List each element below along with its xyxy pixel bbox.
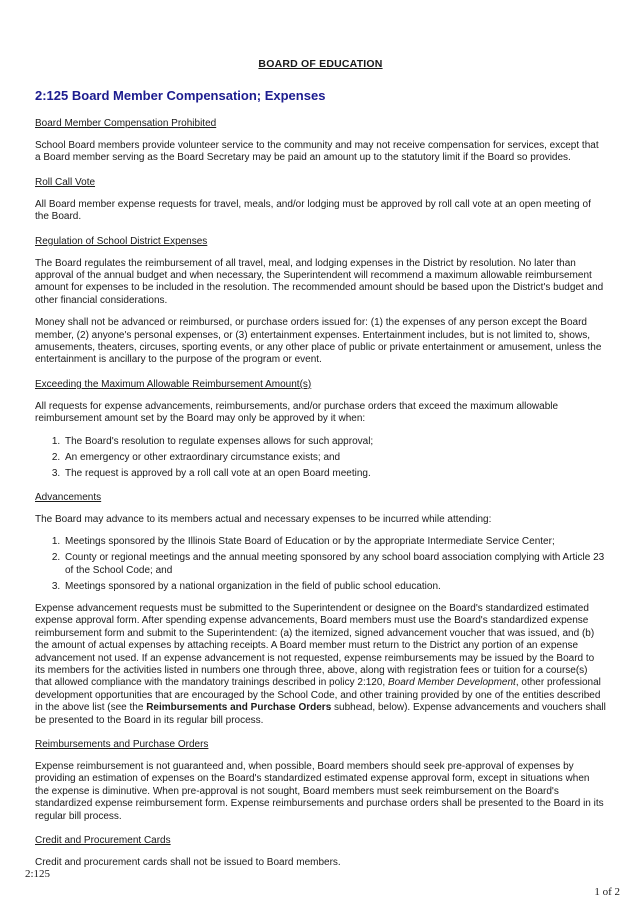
section-credit-and-procurement-cards [35, 835, 606, 869]
numbered-list [35, 436, 606, 480]
list-item: 1. Meetings sponsored by the Illinois State Board of Education or by the appropriate Intermediate Service Center; [63, 536, 606, 548]
paragraph: Expense reimbursement is not guaranteed and, when possible, Board members should seek pre-approval of expenses by providing an estimation of expenses on the Board's standardized estimated expense approval form, except in situations when the expense is diminutive. When pre-approval is not sought, Board members must seek reimbursement on the Board's standardized expense reimbursement form. Expense reimbursements and purchase orders shall be presented to the Board in its regular bill process. [35, 761, 604, 822]
paragraph: The Board may advance to its members actual and necessary expenses to be incurred while attending: [35, 513, 492, 525]
section-heading: Advancements [35, 491, 102, 503]
footer-page-number: 1 of 2 [594, 886, 620, 898]
section-roll-call-vote [35, 177, 606, 224]
paragraph [35, 603, 606, 727]
text-segment-bold: Reimbursements and Purchase Orders [146, 702, 332, 714]
list-item: 3. The request is approved by a roll call vote at an open Board meeting. [63, 468, 606, 480]
section-heading: Roll Call Vote [35, 176, 96, 188]
list-item: 1. The Board's resolution to regulate expenses allows for such approval; [63, 436, 606, 448]
paragraph: Credit and procurement cards shall not be issued to Board members. [35, 857, 341, 869]
paragraph: All Board member expense requests for travel, meals, and/or lodging must be approved by roll call vote at an open meeting of the Board. [35, 198, 591, 223]
paragraph: Money shall not be advanced or reimbursed, or purchase orders issued for: (1) the expenses of any person except the Board member, (2) anyone's personal expenses, or (3) entertainment expenses. Entertainment includes, but is not limited to, shows, amusements, theaters, circuses, sporting events, or any other place of public or private entertainment or amusement, unless the entertainment is ancillary to the purpose of the program or event. [35, 317, 602, 366]
text-segment: subhead, below). Expense advancements and vouchers shall be presented to the Board in its regular bill process. [35, 702, 606, 726]
section-regulation-of-school-district-expenses [35, 236, 606, 367]
paragraph: School Board members provide volunteer service to the community and may not receive compensation for services, except that a Board member serving as the Board Secretary may be paid an amount up to the statutory limit if the Board so provides. [35, 140, 599, 164]
section-heading: Credit and Procurement Cards [35, 835, 171, 847]
numbered-list [35, 536, 606, 593]
section-heading: Reimbursements and Purchase Orders [35, 739, 209, 750]
text-segment-italic: Board Member Development [387, 677, 516, 689]
list-item: 3. Meetings sponsored by a national organization in the field of public school education. [63, 581, 606, 593]
section-heading: Board Member Compensation Prohibited [35, 118, 217, 129]
footer-policy-number: 2:125 [25, 868, 51, 880]
text-segment: , other professional development opportunities that are encouraged by the School Code, and other training provided by one of the entities described in the above list (see the [35, 677, 601, 714]
list-item: 2. An emergency or other extraordinary circumstance exists; and [63, 452, 606, 464]
section-reimbursements-and-purchase-orders [35, 739, 606, 823]
paragraph: The Board regulates the reimbursement of all travel, meal, and lodging expenses in the District by resolution. No later than approval of the annual budget and when necessary, the Superintendent will recommend a maximum allowable reimbursement amount for expenses to be included in the resolution. The recommended amount should be based upon the District's budget and other financial considerations. [35, 257, 604, 306]
letterhead-title: BOARD OF EDUCATION [258, 58, 383, 70]
section-exceeding-maximum-allowable-reimbursement [35, 379, 606, 480]
policy-title: 2:125 Board Member Compensation; Expenses [35, 88, 326, 103]
section-board-member-compensation-prohibited [35, 118, 606, 165]
section-advancements [35, 492, 606, 727]
document-content [35, 58, 606, 879]
paragraph: All requests for expense advancements, reimbursements, and/or purchase orders that exceed the maximum allowable reimbursement amount set by the Board may only be approved by it when: [35, 400, 559, 425]
section-heading: Exceeding the Maximum Allowable Reimbursement Amount(s) [35, 378, 312, 390]
text-segment: Expense advancement requests must be submitted to the Superintendent or designee on the Board's standardized estimated expense approval form. After spending expense advancements, Board members must use the Board's standardized expense reimbursement form and submit to the Superintendent: (a) the itemized, signed advancement voucher that was issued, and (b) the amount of actual expenses by attaching receipts. A Board member must return to the District any portion of an expense advancement not used. If an expense advancement is not requested, expense reimbursements may be issued by the Board to its members for the activities listed in numbers one through three, above, along with registration fees or tuition for a course(s) that allowed compliance with the mandatory trainings described in policy 2:120, [35, 602, 595, 689]
section-heading: Regulation of School District Expenses [35, 235, 208, 247]
list-item: 2. County or regional meetings and the annual meeting sponsored by any school board association complying with Article 23 of the School Code; and [63, 552, 606, 577]
